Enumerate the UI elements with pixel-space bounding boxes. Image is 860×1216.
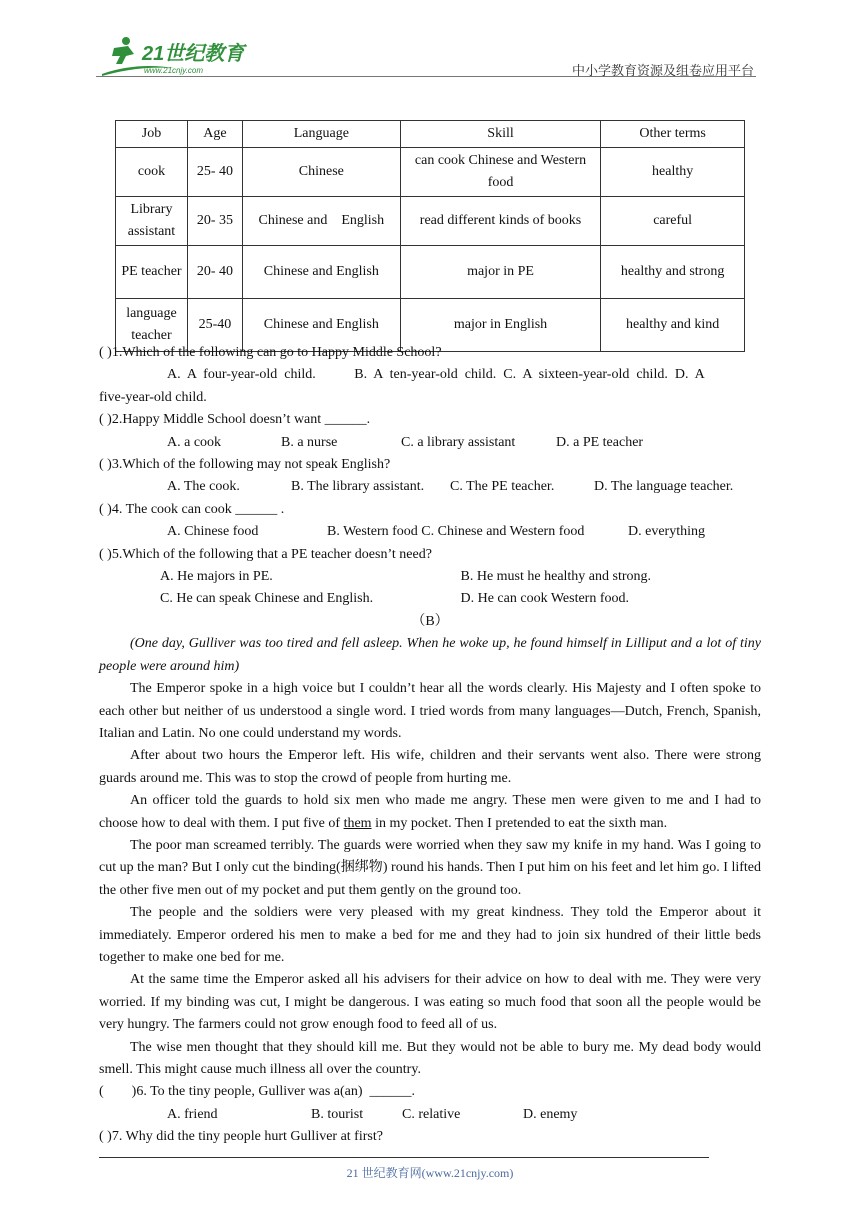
site-logo (96, 34, 266, 78)
footer-text: 21 世纪教育网(www.21cnjy.com) (346, 1166, 514, 1180)
question-5: ( )5.Which of the following that a PE teacher doesn’t need? (99, 546, 432, 562)
table-header-row (116, 121, 745, 148)
table-cell: Library assistant (116, 197, 188, 246)
question-1-options: A. A four-year-old child. B. A ten-year-old child. C. A sixteen-year-old child. D. A (167, 367, 705, 383)
table-cell: can cook Chinese and Western food (400, 148, 601, 197)
option: C. a library assistant (401, 434, 516, 450)
header-platform-text: 中小学教育资源及组卷应用平台 (571, 63, 754, 78)
table-header-cell: Age (187, 121, 242, 148)
option: D. everything (628, 524, 705, 540)
option: D. The language teacher. (594, 479, 734, 495)
option: D. a PE teacher (556, 434, 644, 450)
question-5-options-row (99, 588, 761, 610)
table-header-cell: Job (116, 121, 188, 148)
table-cell: healthy and kind (601, 299, 745, 352)
question-6-options (99, 1104, 761, 1126)
table-row (116, 197, 745, 246)
table-row (116, 148, 745, 197)
table-cell: major in English (400, 299, 601, 352)
question-6: ( )6. To the tiny people, Gulliver was a(an) ______. (99, 1084, 416, 1100)
table-cell: major in PE (400, 246, 601, 299)
option: B. a nurse (281, 434, 338, 450)
page-header (96, 34, 756, 78)
exercise-content (99, 342, 761, 1149)
question-1-options-continued: five-year-old child. (99, 389, 207, 405)
option: B. The library assistant. (291, 479, 425, 495)
jobs-table (115, 120, 745, 352)
table-cell: 25- 40 (187, 148, 242, 197)
option: B. tourist (311, 1106, 364, 1122)
table-cell: 20- 35 (187, 197, 242, 246)
table-cell: Chinese (242, 148, 400, 197)
table-row (116, 246, 745, 299)
table-cell: healthy and strong (601, 246, 745, 299)
passage-paragraph: The wise men thought that they should kill me. But they would not be able to bury me. My dead body would smell. This might cause much illness all over the country. (99, 1039, 761, 1077)
passage-text: An officer told the guards to hold six men who made me angry. These men were given to me and I had to choose how to deal with them. I put five of (99, 793, 761, 831)
option: D. He can cook Western food. (460, 591, 630, 607)
passage-intro: (One day, Gulliver was too tired and fell asleep. When he woke up, he found himself in Lilliput and a lot of tiny people were around him) (99, 636, 761, 674)
passage-paragraph: The people and the soldiers were very pleased with my great kindness. They told the Emperor about it immediately. Emperor ordered his men to make a bed for me and they had to join six hundred of their little beds together to make one bed for me. (99, 905, 761, 965)
option: B. Western food C. Chinese and Western food (327, 524, 585, 540)
passage-paragraph: At the same time the Emperor asked all his advisers for their advice on how to deal with me. They were very worried. If my binding was cut, I might be dangerous. I was eating so much food that soon all the people would be very hungry. The farmers could not grow enough food to feed all of us. (99, 972, 761, 1033)
table-cell: language teacher (116, 299, 188, 352)
table-header-cell: Skill (400, 121, 601, 148)
option: C. The PE teacher. (450, 479, 555, 495)
svg-text:www.21cnjy.com: www.21cnjy.com (144, 66, 203, 75)
table-cell: cook (116, 148, 188, 197)
table-cell: Chinese and English (242, 299, 400, 352)
passage-text: in my pocket. Then I pretended to eat the sixth man. (371, 815, 668, 831)
table-header-cell: Language (242, 121, 400, 148)
question-1: ( )1.Which of the following can go to Happy Middle School? (99, 345, 442, 360)
question-5-options-row (99, 566, 761, 588)
passage-paragraph (99, 790, 761, 835)
table-cell: Chinese and English (242, 197, 400, 246)
option: A. He majors in PE. (160, 569, 273, 585)
footer-divider (99, 1157, 709, 1158)
question-7: ( )7. Why did the tiny people hurt Gulliver at first? (99, 1129, 383, 1145)
table-cell: PE teacher (116, 246, 188, 299)
passage-paragraph: The poor man screamed terribly. The guards were worried when they saw my knife in my hand. Was I going to cut up the man? But I only cut the binding(捆绑物) round his hands. Then I put him on his feet and let him go. I lifted the other five men out of my pocket and put them gently on the ground too. (99, 837, 761, 898)
table-cell: careful (601, 197, 745, 246)
question-4: ( )4. The cook can cook ______ . (99, 501, 285, 517)
passage-paragraph: After about two hours the Emperor left. His wife, children and their servants went also. There were strong guards around me. This was to stop the crowd of people from hurting me. (99, 748, 761, 786)
option: A. a cook (167, 434, 222, 450)
table-cell: 20- 40 (187, 246, 242, 299)
table-cell: Chinese and English (242, 246, 400, 299)
question-2-options (99, 432, 761, 454)
section-label: （B） (411, 613, 449, 629)
option: C. He can speak Chinese and English. (160, 591, 374, 607)
option: C. relative (402, 1106, 461, 1122)
table-cell: healthy (601, 148, 745, 197)
question-2: ( )2.Happy Middle School doesn’t want ______. (99, 412, 371, 428)
table-header-cell: Other terms (601, 121, 745, 148)
question-4-options (99, 521, 761, 543)
underlined-word: them (343, 815, 372, 831)
header-divider (96, 76, 756, 77)
option: B. He must he healthy and strong. (460, 569, 652, 585)
svg-text:21世纪教育: 21世纪教育 (142, 43, 245, 65)
question-3-options (99, 476, 761, 498)
option: A. The cook. (167, 479, 240, 495)
question-3: ( )3.Which of the following may not speak English? (99, 457, 391, 473)
option: A. friend (167, 1106, 218, 1122)
table-cell: read different kinds of books (400, 197, 601, 246)
passage-paragraph: The Emperor spoke in a high voice but I couldn’t hear all the words clearly. His Majesty and I often spoke to each other but neither of us understood a single word. I tried words from many languages—Dutch, French, Spanish, Italian and Latin. No one could understand my words. (99, 681, 761, 741)
option: A. Chinese food (167, 524, 259, 540)
table-cell: 25-40 (187, 299, 242, 352)
option: D. enemy (523, 1106, 578, 1122)
